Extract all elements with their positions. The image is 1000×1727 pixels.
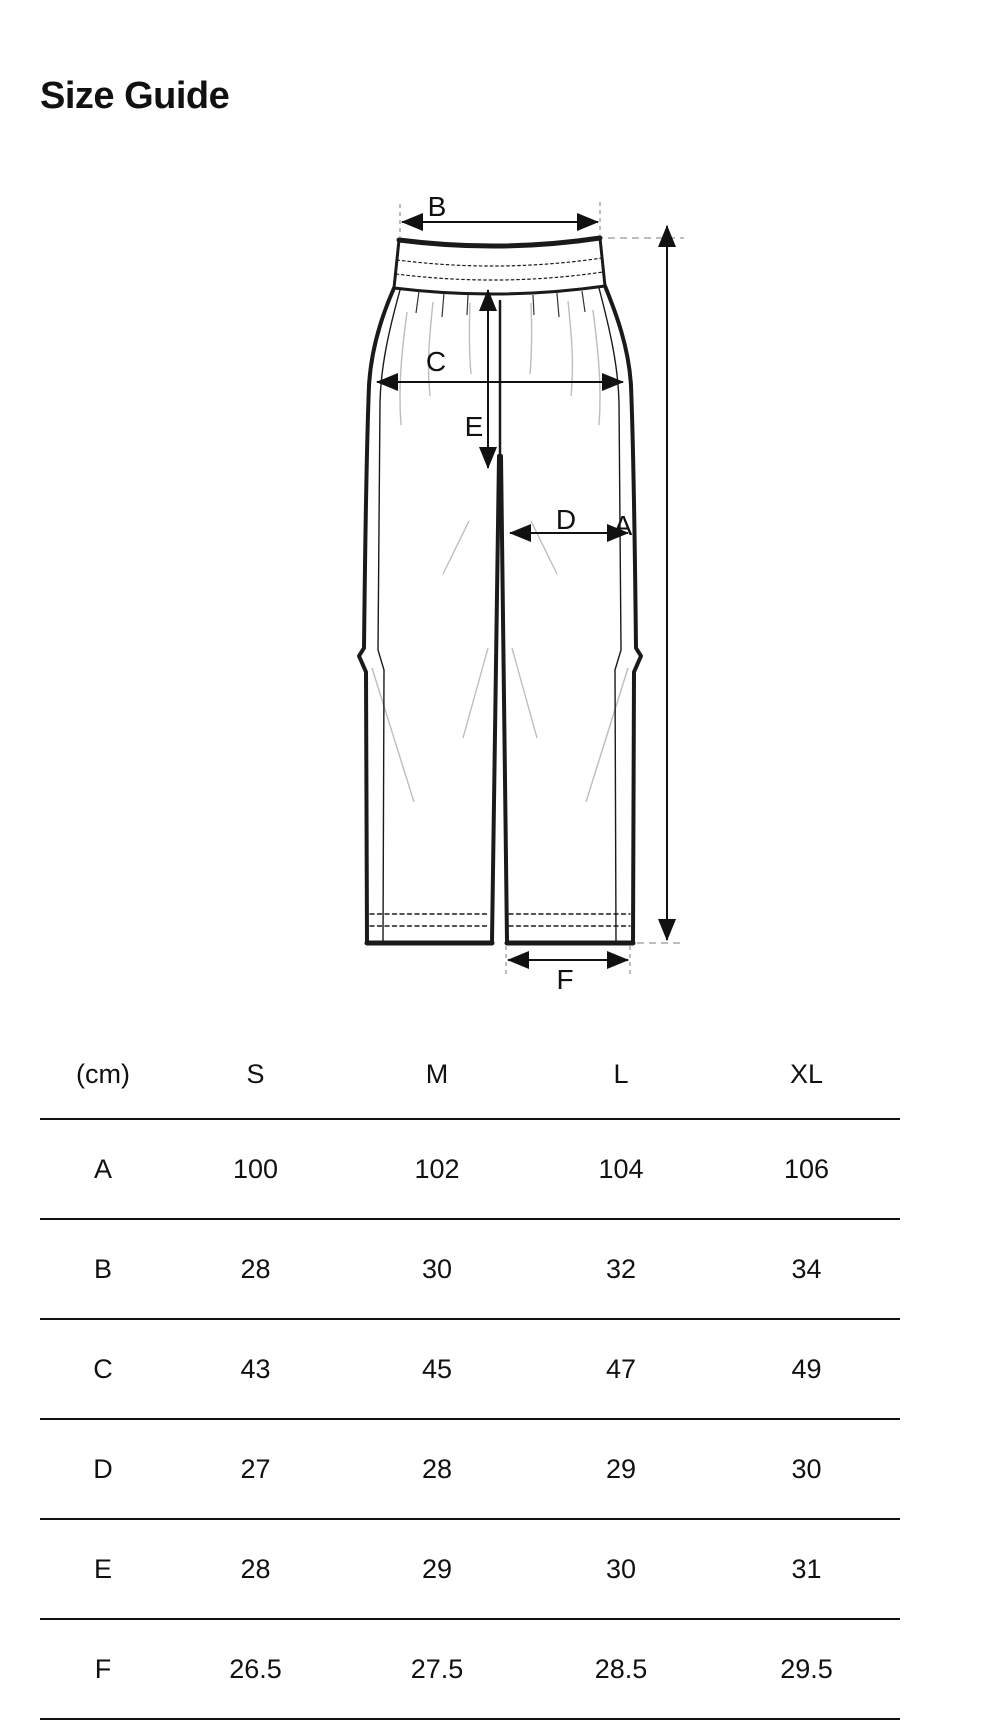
cell: 31	[713, 1519, 900, 1619]
waistband-right	[600, 238, 605, 286]
dimension-label-a: A	[613, 510, 633, 541]
inseam-left	[492, 456, 499, 941]
waistband-bottom	[394, 286, 605, 294]
row-label: A	[40, 1119, 166, 1219]
dimension-label-b: B	[427, 191, 447, 222]
waistband-stitch-2	[396, 272, 603, 280]
cell: 45	[345, 1319, 529, 1419]
size-table	[40, 1030, 900, 1720]
row-label: E	[40, 1519, 166, 1619]
row-label: B	[40, 1219, 166, 1319]
cell: 28	[166, 1219, 345, 1319]
dimension-label-d: D	[555, 504, 577, 535]
waistband-top	[399, 238, 600, 246]
dimension-label-f: F	[556, 964, 574, 995]
row-label: D	[40, 1419, 166, 1519]
cell: 47	[529, 1319, 713, 1419]
dimension-labels	[426, 191, 633, 995]
waistband-stitch-1	[397, 258, 602, 266]
cell: 30	[713, 1419, 900, 1519]
cell: 29	[529, 1419, 713, 1519]
cell: 30	[345, 1219, 529, 1319]
table-row-a	[40, 1119, 900, 1219]
cell: 32	[529, 1219, 713, 1319]
table-row-c	[40, 1319, 900, 1419]
guide-lines	[400, 202, 684, 975]
size-header-xl: XL	[713, 1030, 900, 1119]
table-row-e	[40, 1519, 900, 1619]
page-title: Size Guide	[40, 75, 230, 117]
table-row-d	[40, 1419, 900, 1519]
cell: 27	[166, 1419, 345, 1519]
unit-header: (cm)	[40, 1030, 166, 1119]
row-label: F	[40, 1619, 166, 1719]
size-header-s: S	[166, 1030, 345, 1119]
cell: 43	[166, 1319, 345, 1419]
row-label: C	[40, 1319, 166, 1419]
inseam-right	[501, 456, 507, 941]
table-row-f	[40, 1619, 900, 1719]
cell: 100	[166, 1119, 345, 1219]
waistband-left	[394, 240, 399, 288]
outer-seam-left	[359, 288, 394, 943]
cell: 26.5	[166, 1619, 345, 1719]
size-table-header-row	[40, 1030, 900, 1119]
cell: 28.5	[529, 1619, 713, 1719]
side-seam-right	[599, 288, 621, 941]
cell: 29	[345, 1519, 529, 1619]
dimension-label-c: C	[425, 346, 447, 377]
size-header-l: L	[529, 1030, 713, 1119]
cell: 29.5	[713, 1619, 900, 1719]
cell: 28	[166, 1519, 345, 1619]
cell: 28	[345, 1419, 529, 1519]
table-row-b	[40, 1219, 900, 1319]
dimension-label-e: E	[464, 411, 484, 442]
cell: 34	[713, 1219, 900, 1319]
cell: 49	[713, 1319, 900, 1419]
cell: 27.5	[345, 1619, 529, 1719]
cell: 30	[529, 1519, 713, 1619]
side-seam-left	[378, 290, 400, 941]
size-header-m: M	[345, 1030, 529, 1119]
cell: 106	[713, 1119, 900, 1219]
cell: 104	[529, 1119, 713, 1219]
pants-outline	[359, 238, 641, 943]
outer-seam-right	[605, 286, 641, 943]
cell: 102	[345, 1119, 529, 1219]
